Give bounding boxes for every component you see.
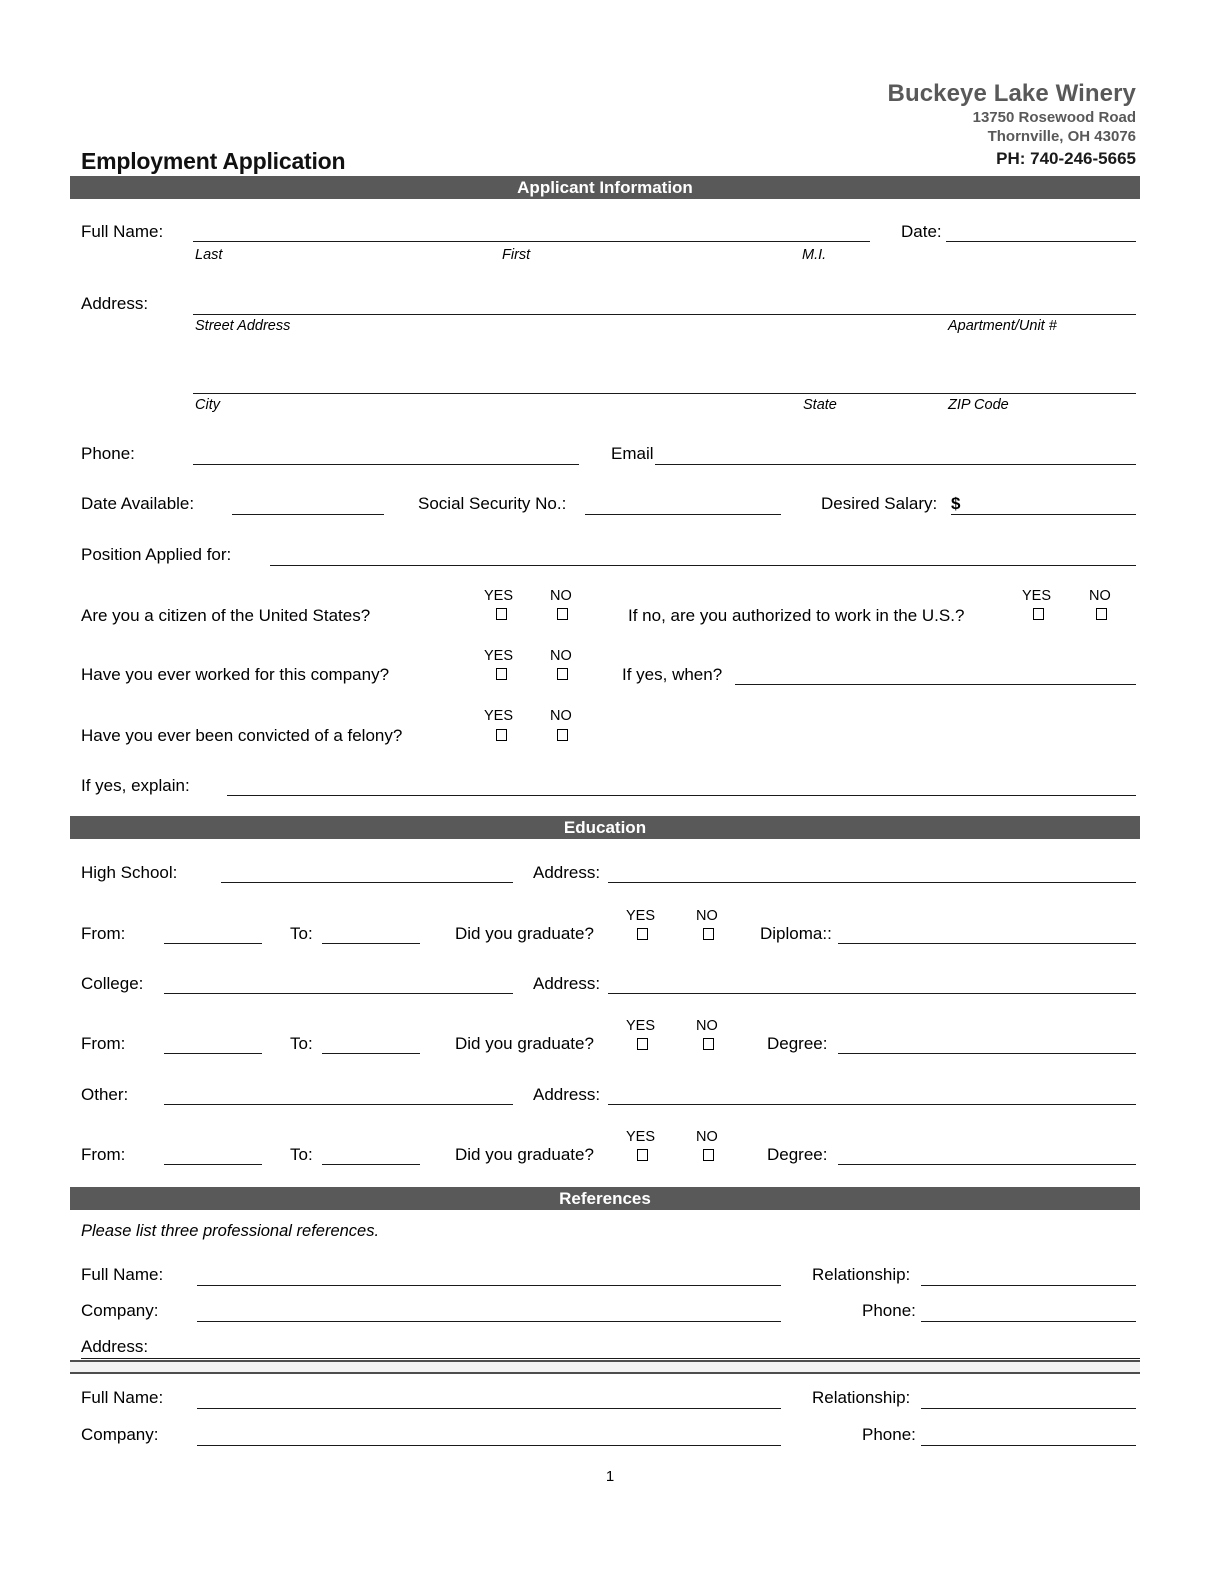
- email-label: Email: [611, 444, 654, 463]
- references-instruction: Please list three professional references.: [81, 1222, 380, 1240]
- reference-1-phone-input[interactable]: [921, 1321, 1136, 1322]
- reference-2-phone-input[interactable]: [921, 1445, 1136, 1446]
- ssn-input[interactable]: [585, 514, 781, 515]
- high-school-input[interactable]: [221, 882, 513, 883]
- date-available-input[interactable]: [232, 514, 384, 515]
- address-sublabel-zip: ZIP Code: [948, 397, 1009, 413]
- college-to-input[interactable]: [322, 1053, 420, 1054]
- address-sublabel-state: State: [803, 397, 837, 413]
- college-graduate-yes-caption: YES: [626, 1018, 656, 1034]
- reference-2-relationship-input[interactable]: [921, 1408, 1136, 1409]
- reference-2-company-input[interactable]: [197, 1445, 781, 1446]
- felony-no-caption: NO: [550, 708, 572, 724]
- worked-before-no-caption: NO: [550, 648, 572, 664]
- felony-no-checkbox[interactable]: [557, 729, 568, 741]
- worked-when-input[interactable]: [735, 684, 1136, 685]
- college-degree-label: Degree:: [767, 1034, 828, 1053]
- date-label: Date:: [901, 222, 942, 241]
- other-education-input[interactable]: [164, 1104, 513, 1105]
- other-graduate-label: Did you graduate?: [455, 1145, 594, 1164]
- reference-1-full-name-input[interactable]: [197, 1285, 781, 1286]
- question-felony-label: Have you ever been convicted of a felony?: [81, 726, 403, 745]
- city-state-zip-input[interactable]: [193, 393, 1136, 394]
- references-divider: [70, 1360, 1140, 1374]
- college-graduate-no-checkbox[interactable]: [703, 1038, 714, 1050]
- high-school-from-label: From:: [81, 924, 126, 943]
- currency-symbol: $: [951, 494, 961, 513]
- full-name-sublabel-first: First: [502, 247, 531, 263]
- other-degree-label: Degree:: [767, 1145, 828, 1164]
- reference-2-full-name-input[interactable]: [197, 1408, 781, 1409]
- felony-yes-caption: YES: [484, 708, 514, 724]
- other-education-address-label: Address:: [533, 1085, 601, 1104]
- other-graduate-yes-caption: YES: [626, 1129, 656, 1145]
- reference-1-full-name-label: Full Name:: [81, 1265, 164, 1284]
- question-authorized-label: If no, are you authorized to work in the U.S.?: [628, 606, 965, 625]
- date-available-label: Date Available:: [81, 494, 195, 513]
- other-graduate-no-caption: NO: [696, 1129, 718, 1145]
- other-graduate-yes-checkbox[interactable]: [637, 1149, 648, 1161]
- other-from-input[interactable]: [164, 1164, 262, 1165]
- full-name-sublabel-last: Last: [195, 247, 223, 263]
- question-worked-before-label: Have you ever worked for this company?: [81, 665, 390, 684]
- reference-1-company-input[interactable]: [197, 1321, 781, 1322]
- college-address-label: Address:: [533, 974, 601, 993]
- other-degree-input[interactable]: [838, 1164, 1136, 1165]
- authorized-no-caption: NO: [1089, 588, 1111, 604]
- full-name-label: Full Name:: [81, 222, 164, 241]
- reference-1-relationship-input[interactable]: [921, 1285, 1136, 1286]
- worked-before-yes-caption: YES: [484, 648, 514, 664]
- reference-1-address-label: Address:: [81, 1337, 149, 1356]
- other-graduate-no-checkbox[interactable]: [703, 1149, 714, 1161]
- full-name-input[interactable]: [193, 241, 870, 242]
- section-header-references: References: [70, 1187, 1140, 1210]
- other-from-label: From:: [81, 1145, 126, 1164]
- company-street: 13750 Rosewood Road: [972, 109, 1136, 126]
- address-sublabel-city: City: [195, 397, 220, 413]
- high-school-graduate-no-checkbox[interactable]: [703, 928, 714, 940]
- other-education-label: Other:: [81, 1085, 129, 1104]
- page-title: Employment Application: [81, 148, 346, 174]
- ssn-label: Social Security No.:: [418, 494, 567, 513]
- high-school-graduate-no-caption: NO: [696, 908, 718, 924]
- high-school-graduate-label: Did you graduate?: [455, 924, 594, 943]
- citizen-no-caption: NO: [550, 588, 572, 604]
- high-school-label: High School:: [81, 863, 178, 882]
- college-from-input[interactable]: [164, 1053, 262, 1054]
- section-header-education: Education: [70, 816, 1140, 839]
- college-degree-input[interactable]: [838, 1053, 1136, 1054]
- college-address-input[interactable]: [608, 993, 1136, 994]
- reference-1-relationship-label: Relationship:: [812, 1265, 911, 1284]
- college-input[interactable]: [164, 993, 513, 994]
- college-graduate-no-caption: NO: [696, 1018, 718, 1034]
- high-school-to-label: To:: [290, 924, 313, 943]
- high-school-diploma-input[interactable]: [838, 943, 1136, 944]
- date-input[interactable]: [946, 241, 1136, 242]
- college-to-label: To:: [290, 1034, 313, 1053]
- college-from-label: From:: [81, 1034, 126, 1053]
- felony-explain-label: If yes, explain:: [81, 776, 190, 795]
- reference-2-full-name-label: Full Name:: [81, 1388, 164, 1407]
- high-school-graduate-yes-checkbox[interactable]: [637, 928, 648, 940]
- high-school-address-input[interactable]: [608, 882, 1136, 883]
- question-when-label: If yes, when?: [622, 665, 723, 684]
- desired-salary-label: Desired Salary:: [821, 494, 938, 513]
- citizen-no-checkbox[interactable]: [557, 608, 568, 620]
- page-number: 1: [605, 1468, 615, 1485]
- other-education-address-input[interactable]: [608, 1104, 1136, 1105]
- high-school-address-label: Address:: [533, 863, 601, 882]
- worked-before-no-checkbox[interactable]: [557, 668, 568, 680]
- company-city-state-zip: Thornville, OH 43076: [987, 128, 1136, 145]
- high-school-diploma-label: Diploma::: [760, 924, 832, 943]
- company-phone: PH: 740-246-5665: [996, 149, 1136, 168]
- address-sublabel-street: Street Address: [195, 318, 291, 334]
- citizen-yes-caption: YES: [484, 588, 514, 604]
- reference-1-address-input[interactable]: [81, 1358, 1140, 1359]
- authorized-no-checkbox[interactable]: [1096, 608, 1107, 620]
- street-address-input[interactable]: [193, 314, 1136, 315]
- college-label: College:: [81, 974, 144, 993]
- reference-1-company-label: Company:: [81, 1301, 159, 1320]
- authorized-yes-checkbox[interactable]: [1033, 608, 1044, 620]
- reference-1-phone-label: Phone:: [862, 1301, 916, 1320]
- phone-label: Phone:: [81, 444, 135, 463]
- other-to-input[interactable]: [322, 1164, 420, 1165]
- letterhead: [888, 80, 1136, 170]
- college-graduate-label: Did you graduate?: [455, 1034, 594, 1053]
- high-school-from-input[interactable]: [164, 943, 262, 944]
- company-name: Buckeye Lake Winery: [887, 80, 1136, 107]
- other-to-label: To:: [290, 1145, 313, 1164]
- question-citizen-label: Are you a citizen of the United States?: [81, 606, 371, 625]
- citizen-yes-checkbox[interactable]: [496, 608, 507, 620]
- reference-2-phone-label: Phone:: [862, 1425, 916, 1444]
- high-school-graduate-yes-caption: YES: [626, 908, 656, 924]
- phone-input[interactable]: [193, 464, 579, 465]
- worked-before-yes-checkbox[interactable]: [496, 668, 507, 680]
- felony-yes-checkbox[interactable]: [496, 729, 507, 741]
- desired-salary-input[interactable]: [951, 514, 1136, 515]
- high-school-to-input[interactable]: [322, 943, 420, 944]
- authorized-yes-caption: YES: [1022, 588, 1052, 604]
- position-applied-label: Position Applied for:: [81, 545, 232, 564]
- felony-explain-input[interactable]: [227, 795, 1136, 796]
- full-name-sublabel-mi: M.I.: [802, 247, 827, 263]
- email-input[interactable]: [655, 464, 1136, 465]
- reference-2-relationship-label: Relationship:: [812, 1388, 911, 1407]
- reference-2-company-label: Company:: [81, 1425, 159, 1444]
- position-applied-input[interactable]: [270, 565, 1136, 566]
- college-graduate-yes-checkbox[interactable]: [637, 1038, 648, 1050]
- address-label: Address:: [81, 294, 149, 313]
- address-sublabel-apartment: Apartment/Unit #: [948, 318, 1057, 334]
- section-header-applicant-information: Applicant Information: [70, 176, 1140, 199]
